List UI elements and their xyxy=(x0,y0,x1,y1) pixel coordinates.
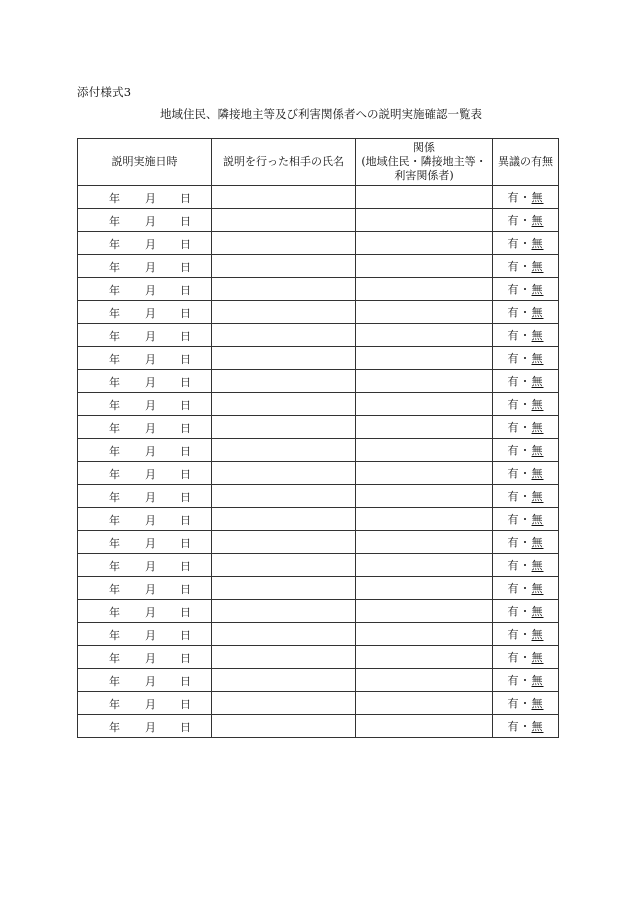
date-cell[interactable] xyxy=(78,623,212,646)
month-label: 月 xyxy=(145,675,156,688)
relation-cell[interactable] xyxy=(356,324,493,347)
objection-no[interactable]: 無 xyxy=(531,306,544,319)
objection-cell[interactable] xyxy=(493,692,559,715)
year-label: 年 xyxy=(109,353,120,366)
month-label: 月 xyxy=(145,376,156,389)
person-name-cell[interactable] xyxy=(212,347,356,370)
month-label: 月 xyxy=(145,583,156,596)
year-label: 年 xyxy=(109,445,120,458)
person-name-cell[interactable] xyxy=(212,301,356,324)
person-name-cell[interactable] xyxy=(212,623,356,646)
header-relation-line1: 関係 xyxy=(413,141,435,154)
month-label: 月 xyxy=(145,238,156,251)
date-cell[interactable] xyxy=(78,232,212,255)
day-label: 日 xyxy=(180,445,191,458)
month-label: 月 xyxy=(145,560,156,573)
day-label: 日 xyxy=(180,606,191,619)
relation-cell[interactable] xyxy=(356,393,493,416)
objection-cell[interactable] xyxy=(493,209,559,232)
objection-separator: ・ xyxy=(519,237,532,250)
objection-no[interactable]: 無 xyxy=(531,536,544,549)
person-name-cell[interactable] xyxy=(212,715,356,738)
objection-cell[interactable] xyxy=(493,347,559,370)
year-label: 年 xyxy=(109,537,120,550)
objection-separator: ・ xyxy=(519,720,532,733)
day-label: 日 xyxy=(180,514,191,527)
objection-no[interactable]: 無 xyxy=(531,559,544,572)
year-label: 年 xyxy=(109,238,120,251)
month-label: 月 xyxy=(145,215,156,228)
objection-yes[interactable]: 有 xyxy=(507,651,520,664)
date-cell[interactable] xyxy=(78,186,212,209)
objection-yes[interactable]: 有 xyxy=(507,283,520,296)
day-label: 日 xyxy=(180,376,191,389)
day-label: 日 xyxy=(180,491,191,504)
day-label: 日 xyxy=(180,583,191,596)
relation-cell[interactable] xyxy=(356,485,493,508)
year-label: 年 xyxy=(109,629,120,642)
objection-separator: ・ xyxy=(519,421,532,434)
objection-separator: ・ xyxy=(519,536,532,549)
table-row xyxy=(78,324,559,347)
objection-no[interactable]: 無 xyxy=(531,398,544,411)
person-name-cell[interactable] xyxy=(212,554,356,577)
relation-cell[interactable] xyxy=(356,416,493,439)
person-name-cell[interactable] xyxy=(212,324,356,347)
year-label: 年 xyxy=(109,284,120,297)
objection-no[interactable]: 無 xyxy=(531,260,544,273)
date-cell[interactable] xyxy=(78,255,212,278)
person-name-cell[interactable] xyxy=(212,646,356,669)
objection-yes[interactable]: 有 xyxy=(507,559,520,572)
month-label: 月 xyxy=(145,353,156,366)
objection-no[interactable]: 無 xyxy=(531,674,544,687)
objection-separator: ・ xyxy=(519,260,532,273)
objection-yes[interactable]: 有 xyxy=(507,191,520,204)
objection-separator: ・ xyxy=(519,191,532,204)
relation-cell[interactable] xyxy=(356,600,493,623)
relation-cell[interactable] xyxy=(356,462,493,485)
year-label: 年 xyxy=(109,330,120,343)
year-label: 年 xyxy=(109,192,120,205)
objection-cell[interactable] xyxy=(493,232,559,255)
objection-separator: ・ xyxy=(519,513,532,526)
year-label: 年 xyxy=(109,675,120,688)
table-row xyxy=(78,209,559,232)
relation-cell[interactable] xyxy=(356,255,493,278)
month-label: 月 xyxy=(145,606,156,619)
table-row xyxy=(78,646,559,669)
date-cell[interactable] xyxy=(78,715,212,738)
relation-cell[interactable] xyxy=(356,278,493,301)
objection-separator: ・ xyxy=(519,214,532,227)
day-label: 日 xyxy=(180,238,191,251)
objection-yes[interactable]: 有 xyxy=(507,398,520,411)
relation-cell[interactable] xyxy=(356,186,493,209)
day-label: 日 xyxy=(180,422,191,435)
objection-cell[interactable] xyxy=(493,462,559,485)
date-cell[interactable] xyxy=(78,370,212,393)
table-row xyxy=(78,439,559,462)
objection-no[interactable]: 無 xyxy=(531,352,544,365)
table-row xyxy=(78,600,559,623)
objection-no[interactable]: 無 xyxy=(531,237,544,250)
relation-cell[interactable] xyxy=(356,715,493,738)
day-label: 日 xyxy=(180,215,191,228)
objection-no[interactable]: 無 xyxy=(531,628,544,641)
table-row xyxy=(78,669,559,692)
day-label: 日 xyxy=(180,629,191,642)
year-label: 年 xyxy=(109,399,120,412)
objection-no[interactable]: 無 xyxy=(531,283,544,296)
table-row xyxy=(78,278,559,301)
objection-separator: ・ xyxy=(519,398,532,411)
date-cell[interactable] xyxy=(78,278,212,301)
month-label: 月 xyxy=(145,330,156,343)
objection-cell[interactable] xyxy=(493,439,559,462)
objection-separator: ・ xyxy=(519,444,532,457)
objection-yes[interactable]: 有 xyxy=(507,628,520,641)
date-cell[interactable] xyxy=(78,508,212,531)
objection-yes[interactable]: 有 xyxy=(507,513,520,526)
objection-yes[interactable]: 有 xyxy=(507,306,520,319)
header-objection: 異議の有無 xyxy=(493,139,559,186)
person-name-cell[interactable] xyxy=(212,669,356,692)
month-label: 月 xyxy=(145,422,156,435)
relation-cell[interactable] xyxy=(356,301,493,324)
objection-no[interactable]: 無 xyxy=(531,421,544,434)
relation-cell[interactable] xyxy=(356,623,493,646)
date-cell[interactable] xyxy=(78,554,212,577)
objection-yes[interactable]: 有 xyxy=(507,444,520,457)
relation-cell[interactable] xyxy=(356,669,493,692)
person-name-cell[interactable] xyxy=(212,416,356,439)
relation-cell[interactable] xyxy=(356,646,493,669)
person-name-cell[interactable] xyxy=(212,393,356,416)
person-name-cell[interactable] xyxy=(212,209,356,232)
objection-cell[interactable] xyxy=(493,600,559,623)
month-label: 月 xyxy=(145,698,156,711)
objection-yes[interactable]: 有 xyxy=(507,352,520,365)
table-row xyxy=(78,554,559,577)
objection-cell[interactable] xyxy=(493,485,559,508)
objection-cell[interactable] xyxy=(493,623,559,646)
objection-separator: ・ xyxy=(519,674,532,687)
month-label: 月 xyxy=(145,192,156,205)
year-label: 年 xyxy=(109,583,120,596)
person-name-cell[interactable] xyxy=(212,508,356,531)
person-name-cell[interactable] xyxy=(212,485,356,508)
date-cell[interactable] xyxy=(78,485,212,508)
relation-cell[interactable] xyxy=(356,577,493,600)
day-label: 日 xyxy=(180,307,191,320)
person-name-cell[interactable] xyxy=(212,186,356,209)
objection-no[interactable]: 無 xyxy=(531,375,544,388)
day-label: 日 xyxy=(180,330,191,343)
year-label: 年 xyxy=(109,514,120,527)
person-name-cell[interactable] xyxy=(212,370,356,393)
person-name-cell[interactable] xyxy=(212,439,356,462)
objection-no[interactable]: 無 xyxy=(531,651,544,664)
table-row xyxy=(78,508,559,531)
day-label: 日 xyxy=(180,353,191,366)
objection-yes[interactable]: 有 xyxy=(507,674,520,687)
day-label: 日 xyxy=(180,192,191,205)
header-person: 説明を行った相手の氏名 xyxy=(212,139,356,186)
day-label: 日 xyxy=(180,675,191,688)
date-cell[interactable] xyxy=(78,324,212,347)
relation-cell[interactable] xyxy=(356,692,493,715)
day-label: 日 xyxy=(180,468,191,481)
person-name-cell[interactable] xyxy=(212,692,356,715)
objection-separator: ・ xyxy=(519,490,532,503)
person-name-cell[interactable] xyxy=(212,462,356,485)
person-name-cell[interactable] xyxy=(212,232,356,255)
document-title: 地域住民、隣接地主等及び利害関係者への説明実施確認一覧表 xyxy=(160,107,482,121)
table-row xyxy=(78,301,559,324)
objection-cell[interactable] xyxy=(493,554,559,577)
objection-yes[interactable]: 有 xyxy=(507,214,520,227)
objection-separator: ・ xyxy=(519,559,532,572)
day-label: 日 xyxy=(180,698,191,711)
objection-yes[interactable]: 有 xyxy=(507,720,520,733)
year-label: 年 xyxy=(109,606,120,619)
person-name-cell[interactable] xyxy=(212,531,356,554)
objection-no[interactable]: 無 xyxy=(531,697,544,710)
objection-cell[interactable] xyxy=(493,186,559,209)
relation-cell[interactable] xyxy=(356,508,493,531)
year-label: 年 xyxy=(109,376,120,389)
objection-separator: ・ xyxy=(519,651,532,664)
relation-cell[interactable] xyxy=(356,439,493,462)
objection-separator: ・ xyxy=(519,375,532,388)
table-row xyxy=(78,370,559,393)
header-relation-line2: (地域住民・隣接地主等・ xyxy=(361,155,487,168)
objection-separator: ・ xyxy=(519,582,532,595)
objection-cell[interactable] xyxy=(493,531,559,554)
date-cell[interactable] xyxy=(78,531,212,554)
objection-no[interactable]: 無 xyxy=(531,605,544,618)
month-label: 月 xyxy=(145,652,156,665)
year-label: 年 xyxy=(109,468,120,481)
objection-no[interactable]: 無 xyxy=(531,582,544,595)
day-label: 日 xyxy=(180,399,191,412)
table-row xyxy=(78,416,559,439)
day-label: 日 xyxy=(180,537,191,550)
date-cell[interactable] xyxy=(78,393,212,416)
relation-cell[interactable] xyxy=(356,531,493,554)
person-name-cell[interactable] xyxy=(212,255,356,278)
objection-cell[interactable] xyxy=(493,278,559,301)
month-label: 月 xyxy=(145,307,156,320)
objection-yes[interactable]: 有 xyxy=(507,467,520,480)
date-cell[interactable] xyxy=(78,669,212,692)
date-cell[interactable] xyxy=(78,209,212,232)
objection-cell[interactable] xyxy=(493,416,559,439)
objection-yes[interactable]: 有 xyxy=(507,697,520,710)
objection-no[interactable]: 無 xyxy=(531,191,544,204)
objection-cell[interactable] xyxy=(493,577,559,600)
date-cell[interactable] xyxy=(78,600,212,623)
day-label: 日 xyxy=(180,284,191,297)
table-row xyxy=(78,186,559,209)
relation-cell[interactable] xyxy=(356,554,493,577)
objection-yes[interactable]: 有 xyxy=(507,490,520,503)
year-label: 年 xyxy=(109,307,120,320)
person-name-cell[interactable] xyxy=(212,600,356,623)
day-label: 日 xyxy=(180,560,191,573)
relation-cell[interactable] xyxy=(356,347,493,370)
objection-cell[interactable] xyxy=(493,508,559,531)
objection-cell[interactable] xyxy=(493,646,559,669)
objection-cell[interactable] xyxy=(493,370,559,393)
objection-separator: ・ xyxy=(519,352,532,365)
objection-no[interactable]: 無 xyxy=(531,720,544,733)
table-row xyxy=(78,462,559,485)
objection-separator: ・ xyxy=(519,605,532,618)
confirmation-table xyxy=(77,138,559,738)
month-label: 月 xyxy=(145,537,156,550)
objection-yes[interactable]: 有 xyxy=(507,375,520,388)
date-cell[interactable] xyxy=(78,692,212,715)
objection-separator: ・ xyxy=(519,628,532,641)
relation-cell[interactable] xyxy=(356,209,493,232)
objection-separator: ・ xyxy=(519,329,532,342)
table-header-row xyxy=(78,139,559,186)
year-label: 年 xyxy=(109,215,120,228)
year-label: 年 xyxy=(109,261,120,274)
table-row xyxy=(78,715,559,738)
day-label: 日 xyxy=(180,721,191,734)
month-label: 月 xyxy=(145,445,156,458)
month-label: 月 xyxy=(145,468,156,481)
table-row xyxy=(78,577,559,600)
table-row xyxy=(78,393,559,416)
objection-no[interactable]: 無 xyxy=(531,513,544,526)
table-row xyxy=(78,255,559,278)
date-cell[interactable] xyxy=(78,301,212,324)
year-label: 年 xyxy=(109,422,120,435)
objection-cell[interactable] xyxy=(493,715,559,738)
objection-yes[interactable]: 有 xyxy=(507,260,520,273)
objection-no[interactable]: 無 xyxy=(531,214,544,227)
header-relation-line3: 利害関係者) xyxy=(394,169,454,182)
objection-cell[interactable] xyxy=(493,324,559,347)
table-row xyxy=(78,347,559,370)
objection-separator: ・ xyxy=(519,283,532,296)
table-row xyxy=(78,485,559,508)
objection-cell[interactable] xyxy=(493,393,559,416)
month-label: 月 xyxy=(145,399,156,412)
year-label: 年 xyxy=(109,560,120,573)
date-cell[interactable] xyxy=(78,439,212,462)
year-label: 年 xyxy=(109,698,120,711)
objection-separator: ・ xyxy=(519,697,532,710)
table-row xyxy=(78,531,559,554)
month-label: 月 xyxy=(145,284,156,297)
year-label: 年 xyxy=(109,721,120,734)
month-label: 月 xyxy=(145,261,156,274)
date-cell[interactable] xyxy=(78,347,212,370)
objection-cell[interactable] xyxy=(493,255,559,278)
date-cell[interactable] xyxy=(78,462,212,485)
month-label: 月 xyxy=(145,514,156,527)
day-label: 日 xyxy=(180,652,191,665)
objection-separator: ・ xyxy=(519,467,532,480)
objection-separator: ・ xyxy=(519,306,532,319)
objection-cell[interactable] xyxy=(493,669,559,692)
month-label: 月 xyxy=(145,491,156,504)
month-label: 月 xyxy=(145,629,156,642)
objection-yes[interactable]: 有 xyxy=(507,237,520,250)
year-label: 年 xyxy=(109,491,120,504)
objection-cell[interactable] xyxy=(493,301,559,324)
objection-yes[interactable]: 有 xyxy=(507,421,520,434)
relation-cell[interactable] xyxy=(356,370,493,393)
date-cell[interactable] xyxy=(78,577,212,600)
table-row xyxy=(78,623,559,646)
table-row xyxy=(78,232,559,255)
objection-yes[interactable]: 有 xyxy=(507,329,520,342)
header-date: 説明実施日時 xyxy=(78,139,212,186)
year-label: 年 xyxy=(109,652,120,665)
objection-no[interactable]: 無 xyxy=(531,329,544,342)
objection-no[interactable]: 無 xyxy=(531,490,544,503)
header-relation xyxy=(356,139,493,186)
objection-yes[interactable]: 有 xyxy=(507,536,520,549)
form-label: 添付様式3 xyxy=(77,85,132,99)
month-label: 月 xyxy=(145,721,156,734)
person-name-cell[interactable] xyxy=(212,278,356,301)
day-label: 日 xyxy=(180,261,191,274)
date-cell[interactable] xyxy=(78,646,212,669)
objection-yes[interactable]: 有 xyxy=(507,582,520,595)
relation-cell[interactable] xyxy=(356,232,493,255)
objection-yes[interactable]: 有 xyxy=(507,605,520,618)
objection-no[interactable]: 無 xyxy=(531,444,544,457)
objection-no[interactable]: 無 xyxy=(531,467,544,480)
person-name-cell[interactable] xyxy=(212,577,356,600)
date-cell[interactable] xyxy=(78,416,212,439)
table-row xyxy=(78,692,559,715)
